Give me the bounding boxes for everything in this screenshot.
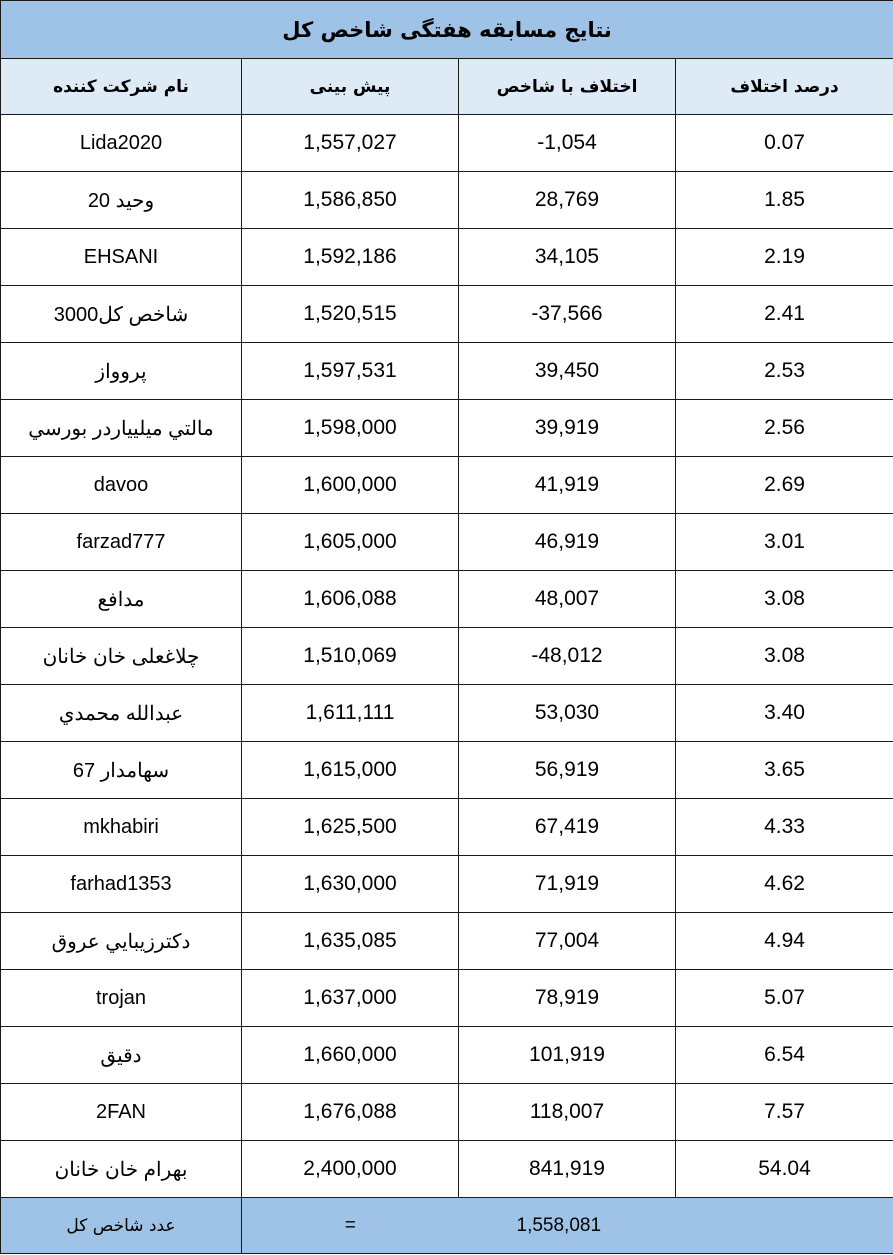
footer-row xyxy=(1,1198,893,1254)
index-label: عدد شاخص کل xyxy=(1,1198,242,1254)
cell-name: وحيد 20 xyxy=(1,172,242,229)
cell-prediction: 1,637,000 xyxy=(242,970,459,1027)
cell-percent: 2.19 xyxy=(676,229,893,286)
cell-prediction: 1,597,531 xyxy=(242,343,459,400)
table-row xyxy=(1,286,893,343)
table-row xyxy=(1,628,893,685)
table-row xyxy=(1,742,893,799)
cell-percent: 4.62 xyxy=(676,856,893,913)
cell-difference: 78,919 xyxy=(459,970,676,1027)
table-row xyxy=(1,229,893,286)
cell-difference: 34,105 xyxy=(459,229,676,286)
table-row xyxy=(1,856,893,913)
cell-percent: 3.01 xyxy=(676,514,893,571)
cell-percent: 54.04 xyxy=(676,1141,893,1198)
cell-prediction: 1,510,069 xyxy=(242,628,459,685)
cell-prediction: 1,615,000 xyxy=(242,742,459,799)
page-title: نتایج مسابقه هفتگی شاخص کل xyxy=(1,1,893,59)
cell-name: مدافع xyxy=(1,571,242,628)
header-row xyxy=(1,59,893,115)
cell-difference: 71,919 xyxy=(459,856,676,913)
cell-percent: 3.65 xyxy=(676,742,893,799)
column-header-difference: اختلاف با شاخص xyxy=(459,59,676,115)
index-value: 1,558,081 xyxy=(459,1198,893,1254)
table-row xyxy=(1,400,893,457)
table-row xyxy=(1,685,893,742)
table-row xyxy=(1,1027,893,1084)
table-row xyxy=(1,343,893,400)
cell-name: farhad1353 xyxy=(1,856,242,913)
cell-difference: 77,004 xyxy=(459,913,676,970)
table-row xyxy=(1,1084,893,1141)
cell-difference: 39,919 xyxy=(459,400,676,457)
cell-percent: 4.33 xyxy=(676,799,893,856)
cell-difference: -37,566 xyxy=(459,286,676,343)
cell-percent: 2.56 xyxy=(676,400,893,457)
cell-percent: 4.94 xyxy=(676,913,893,970)
cell-name: دقيق xyxy=(1,1027,242,1084)
cell-prediction: 1,598,000 xyxy=(242,400,459,457)
results-table-body xyxy=(1,1,893,1254)
cell-prediction: 1,611,111 xyxy=(242,685,459,742)
cell-percent: 2.53 xyxy=(676,343,893,400)
cell-percent: 3.40 xyxy=(676,685,893,742)
cell-difference: 67,419 xyxy=(459,799,676,856)
table-row xyxy=(1,913,893,970)
cell-prediction: 1,660,000 xyxy=(242,1027,459,1084)
table-row xyxy=(1,1141,893,1198)
equals-sign: = xyxy=(242,1198,459,1254)
cell-name: farzad777 xyxy=(1,514,242,571)
cell-difference: -1,054 xyxy=(459,115,676,172)
cell-name: بهرام خان خانان xyxy=(1,1141,242,1198)
cell-difference: 48,007 xyxy=(459,571,676,628)
cell-name: پروواز xyxy=(1,343,242,400)
cell-difference: 118,007 xyxy=(459,1084,676,1141)
title-row xyxy=(1,1,893,59)
cell-prediction: 1,600,000 xyxy=(242,457,459,514)
cell-name: چلاغعلی خان خانان xyxy=(1,628,242,685)
column-header-name: نام شرکت کننده xyxy=(1,59,242,115)
cell-difference: 28,769 xyxy=(459,172,676,229)
cell-percent: 7.57 xyxy=(676,1084,893,1141)
cell-prediction: 1,625,500 xyxy=(242,799,459,856)
cell-prediction: 1,520,515 xyxy=(242,286,459,343)
table-row xyxy=(1,571,893,628)
column-header-prediction: پیش بینی xyxy=(242,59,459,115)
cell-percent: 3.08 xyxy=(676,628,893,685)
cell-percent: 2.69 xyxy=(676,457,893,514)
cell-name: davoo xyxy=(1,457,242,514)
table-row xyxy=(1,172,893,229)
table-row xyxy=(1,457,893,514)
column-header-percent: درصد اختلاف xyxy=(676,59,893,115)
cell-name: trojan xyxy=(1,970,242,1027)
cell-prediction: 1,605,000 xyxy=(242,514,459,571)
cell-prediction: 1,586,850 xyxy=(242,172,459,229)
cell-difference: 46,919 xyxy=(459,514,676,571)
cell-name: mkhabiri xyxy=(1,799,242,856)
cell-difference: 841,919 xyxy=(459,1141,676,1198)
table-row xyxy=(1,970,893,1027)
table-row xyxy=(1,799,893,856)
cell-name: دكترزيبايي عروق xyxy=(1,913,242,970)
cell-prediction: 1,592,186 xyxy=(242,229,459,286)
cell-difference: 101,919 xyxy=(459,1027,676,1084)
cell-difference: 41,919 xyxy=(459,457,676,514)
cell-percent: 5.07 xyxy=(676,970,893,1027)
cell-name: 2FAN xyxy=(1,1084,242,1141)
cell-difference: 56,919 xyxy=(459,742,676,799)
cell-name: EHSANI xyxy=(1,229,242,286)
cell-name: عبدالله محمدي xyxy=(1,685,242,742)
cell-prediction: 1,676,088 xyxy=(242,1084,459,1141)
cell-name: سهامدار 67 xyxy=(1,742,242,799)
cell-difference: 39,450 xyxy=(459,343,676,400)
cell-percent: 0.07 xyxy=(676,115,893,172)
cell-difference: 53,030 xyxy=(459,685,676,742)
cell-prediction: 1,557,027 xyxy=(242,115,459,172)
cell-prediction: 2,400,000 xyxy=(242,1141,459,1198)
cell-prediction: 1,606,088 xyxy=(242,571,459,628)
cell-percent: 6.54 xyxy=(676,1027,893,1084)
cell-name: شاخص كل3000 xyxy=(1,286,242,343)
cell-percent: 2.41 xyxy=(676,286,893,343)
cell-prediction: 1,635,085 xyxy=(242,913,459,970)
cell-percent: 1.85 xyxy=(676,172,893,229)
cell-prediction: 1,630,000 xyxy=(242,856,459,913)
table-row xyxy=(1,115,893,172)
cell-percent: 3.08 xyxy=(676,571,893,628)
cell-name: مالتي ميليياردر بورسي xyxy=(1,400,242,457)
table-row xyxy=(1,514,893,571)
cell-difference: -48,012 xyxy=(459,628,676,685)
cell-name: Lida2020 xyxy=(1,115,242,172)
